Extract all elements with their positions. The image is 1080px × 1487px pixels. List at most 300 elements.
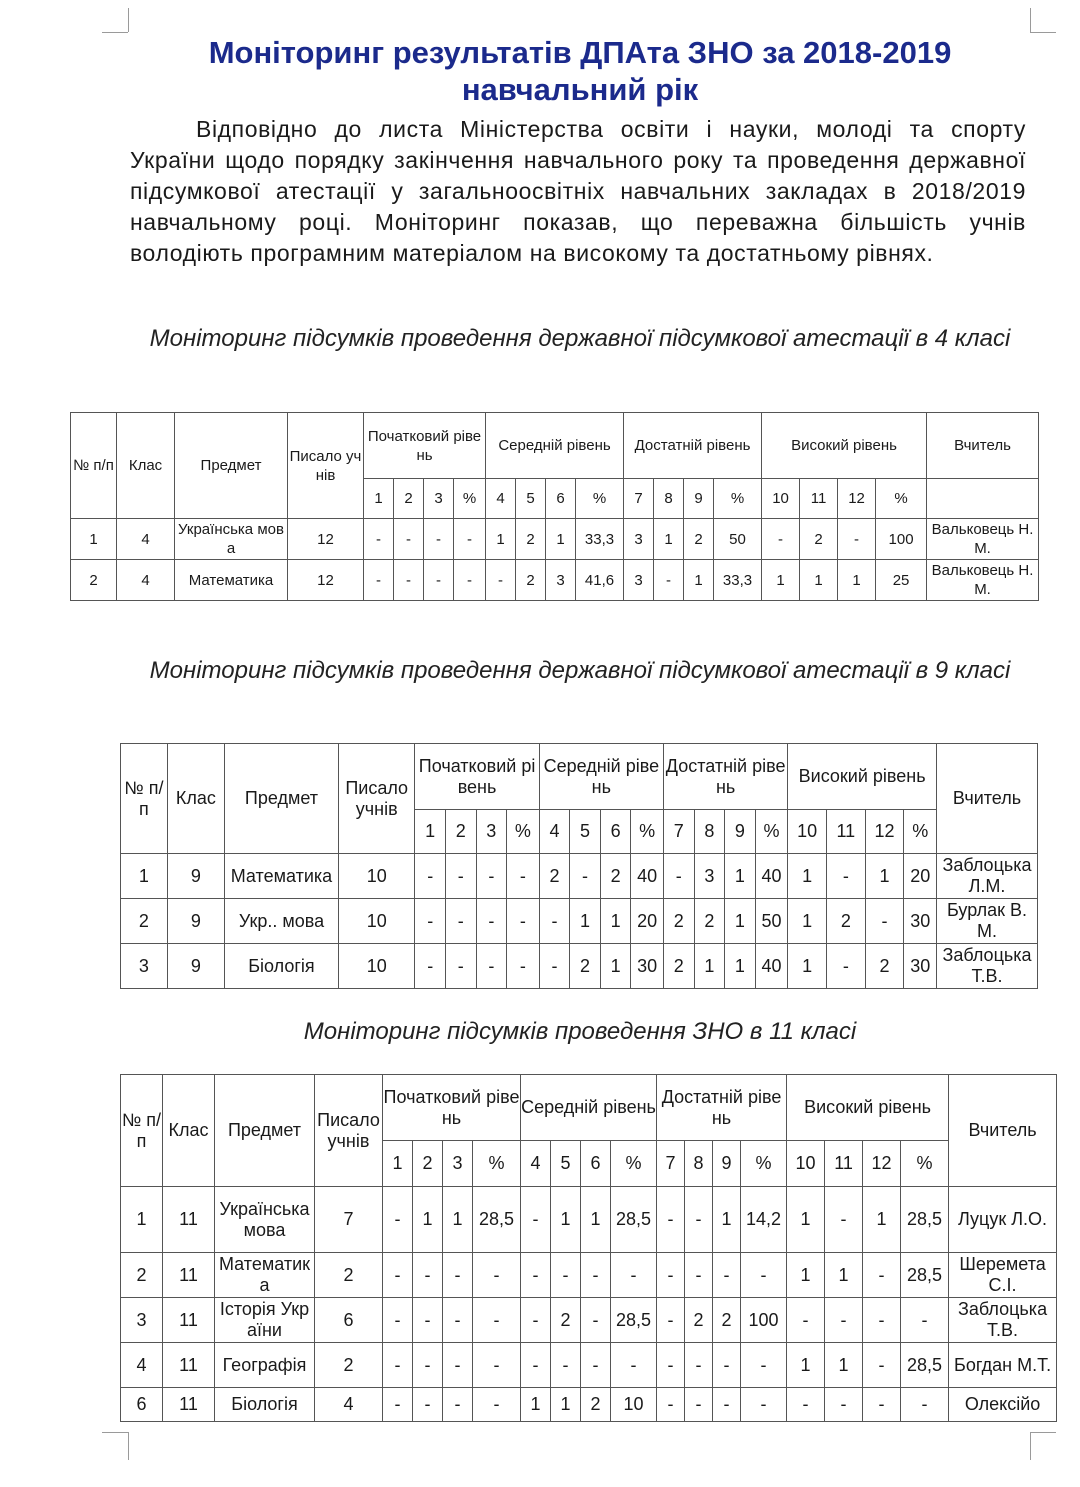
- cell-sufficient-9: 1: [725, 854, 756, 899]
- cell-high-pct: 28,5: [901, 1187, 949, 1253]
- col-11: 11: [825, 1141, 863, 1187]
- cell-sufficient-8: 1: [694, 944, 725, 989]
- table11-caption: Моніторинг підсумків проведення ЗНО в 11 класі: [303, 1018, 857, 1045]
- header-high: Високий рівень: [762, 413, 927, 479]
- cell-num: 3: [121, 1298, 163, 1343]
- col-1: 1: [364, 479, 394, 519]
- cell-subject: Математика: [224, 854, 338, 899]
- cell-sufficient-7: 2: [664, 899, 695, 944]
- header-high: Високий рівень: [787, 1075, 949, 1141]
- header-subject: Предмет: [215, 1075, 315, 1187]
- cell-subject: Укр.. мова: [224, 899, 338, 944]
- cell-middle-pct: 10: [611, 1388, 657, 1422]
- cell-high-12: 1: [863, 1187, 901, 1253]
- col-2: 2: [445, 810, 476, 854]
- cell-teacher: Заблоцька Т.В.: [949, 1298, 1057, 1343]
- cell-sufficient-7: 3: [624, 519, 654, 560]
- cell-high-12: 1: [838, 560, 876, 601]
- cell-teacher: Заблоцька Т.В.: [937, 944, 1038, 989]
- cell-initial-pct: -: [473, 1388, 521, 1422]
- cell-num: 1: [121, 854, 168, 899]
- cell-middle-6: -: [581, 1298, 611, 1343]
- crop-mark: [1030, 1432, 1056, 1433]
- cell-initial-3: -: [443, 1343, 473, 1388]
- cell-sufficient-7: -: [657, 1298, 685, 1343]
- cell-middle-pct: 40: [631, 854, 664, 899]
- cell-subject: Математика: [175, 560, 288, 601]
- cell-initial-1: -: [383, 1187, 413, 1253]
- cell-high-11: 2: [800, 519, 838, 560]
- col-11: 11: [826, 810, 865, 854]
- crop-mark: [102, 1432, 128, 1433]
- cell-high-10: 1: [762, 560, 800, 601]
- col-pct: %: [611, 1141, 657, 1187]
- cell-middle-pct: 28,5: [611, 1298, 657, 1343]
- cell-sufficient-7: -: [657, 1187, 685, 1253]
- cell-middle-6: -: [581, 1343, 611, 1388]
- cell-sufficient-7: -: [664, 854, 695, 899]
- table-grade9: [120, 743, 1038, 989]
- cell-sufficient-8: 2: [685, 1298, 713, 1343]
- cell-subject: Українська мова: [215, 1187, 315, 1253]
- cell-middle-4: -: [486, 560, 516, 601]
- col-pct: %: [904, 810, 937, 854]
- table-row: [121, 1253, 1057, 1298]
- table-row: [121, 1298, 1057, 1343]
- cell-high-11: -: [825, 1187, 863, 1253]
- cell-wrote: 12: [288, 519, 364, 560]
- cell-middle-4: -: [521, 1343, 551, 1388]
- cell-middle-pct: 33,3: [576, 519, 624, 560]
- header-sufficient: Достатній рівень: [657, 1075, 787, 1141]
- table-row: [71, 519, 1039, 560]
- cell-middle-6: 2: [600, 854, 631, 899]
- cell-wrote: 10: [339, 854, 415, 899]
- col-6: 6: [581, 1141, 611, 1187]
- cell-sufficient-7: 3: [624, 560, 654, 601]
- cell-middle-5: 2: [516, 519, 546, 560]
- cell-high-11: 2: [826, 899, 865, 944]
- cell-sufficient-pct: 100: [741, 1298, 787, 1343]
- table-row: [121, 1388, 1057, 1422]
- header-sufficient: Достатній рівень: [664, 744, 788, 810]
- cell-high-pct: 28,5: [901, 1343, 949, 1388]
- header-teacher: Вчитель: [937, 744, 1038, 854]
- cell-initial-2: -: [413, 1298, 443, 1343]
- cell-initial-3: -: [424, 519, 454, 560]
- cell-sufficient-9: -: [713, 1253, 741, 1298]
- col-pct: %: [507, 810, 540, 854]
- cell-initial-2: -: [413, 1343, 443, 1388]
- col-pct: %: [714, 479, 762, 519]
- col-7: 7: [624, 479, 654, 519]
- crop-mark: [102, 32, 128, 33]
- cell-initial-1: -: [415, 944, 446, 989]
- cell-sufficient-9: 1: [725, 899, 756, 944]
- col-12: 12: [865, 810, 904, 854]
- cell-high-pct: 20: [904, 854, 937, 899]
- crop-mark: [102, 8, 129, 32]
- cell-class: 9: [167, 944, 224, 989]
- cell-class: 11: [163, 1343, 215, 1388]
- cell-initial-3: -: [443, 1388, 473, 1422]
- cell-high-pct: 25: [876, 560, 927, 601]
- cell-initial-1: -: [364, 560, 394, 601]
- cell-sufficient-pct: -: [741, 1343, 787, 1388]
- cell-middle-4: 2: [539, 854, 570, 899]
- col-pct: %: [454, 479, 486, 519]
- cell-middle-4: -: [521, 1187, 551, 1253]
- cell-initial-pct: -: [473, 1253, 521, 1298]
- crop-mark: [1030, 1432, 1057, 1460]
- col-pct: %: [631, 810, 664, 854]
- cell-sufficient-8: -: [685, 1388, 713, 1422]
- col-10: 10: [788, 810, 827, 854]
- col-8: 8: [685, 1141, 713, 1187]
- cell-sufficient-9: 1: [684, 560, 714, 601]
- col-4: 4: [521, 1141, 551, 1187]
- col-pct: %: [901, 1141, 949, 1187]
- cell-initial-2: -: [394, 560, 424, 601]
- cell-middle-4: -: [521, 1253, 551, 1298]
- cell-num: 2: [121, 1253, 163, 1298]
- col-11: 11: [800, 479, 838, 519]
- cell-initial-1: -: [383, 1388, 413, 1422]
- cell-sufficient-8: -: [685, 1253, 713, 1298]
- cell-sufficient-7: 2: [664, 944, 695, 989]
- cell-sufficient-pct: -: [741, 1388, 787, 1422]
- table-row: [121, 1343, 1057, 1388]
- cell-high-11: 1: [825, 1253, 863, 1298]
- cell-sufficient-8: 2: [694, 899, 725, 944]
- col-empty: [927, 479, 1039, 519]
- header-num: № п/п: [121, 744, 168, 854]
- col-7: 7: [664, 810, 695, 854]
- cell-initial-1: -: [383, 1253, 413, 1298]
- cell-middle-5: 1: [570, 899, 601, 944]
- cell-sufficient-8: -: [654, 560, 684, 601]
- cell-wrote: 4: [315, 1388, 383, 1422]
- cell-teacher: Бурлак В.М.: [937, 899, 1038, 944]
- header-class: Клас: [163, 1075, 215, 1187]
- cell-sufficient-8: 1: [654, 519, 684, 560]
- crop-mark: [1030, 32, 1056, 33]
- cell-subject: Біологія: [224, 944, 338, 989]
- cell-initial-1: -: [383, 1343, 413, 1388]
- cell-teacher: Заблоцька Л.М.: [937, 854, 1038, 899]
- cell-middle-pct: 30: [631, 944, 664, 989]
- cell-middle-5: 2: [516, 560, 546, 601]
- cell-initial-3: 1: [443, 1187, 473, 1253]
- cell-middle-4: -: [521, 1298, 551, 1343]
- col-pct: %: [876, 479, 927, 519]
- cell-initial-pct: -: [507, 854, 540, 899]
- cell-middle-6: 1: [600, 899, 631, 944]
- intro-text: Відповідно до листа Міністерства освіти і науки, молоді та спорту України щодо порядку закінчення навчального року та проведення державної підсумкової атестації у загальноосвітніх навчальних закладах в 2018/2019 навчальному році. Моніторинг показав, що переважна більшість учнів володіють програмним матеріалом на високому та достатньому рівнях.: [130, 116, 1026, 266]
- cell-initial-pct: -: [473, 1343, 521, 1388]
- cell-subject: Біологія: [215, 1388, 315, 1422]
- cell-sufficient-9: 1: [713, 1187, 741, 1253]
- cell-high-11: -: [825, 1298, 863, 1343]
- cell-class: 11: [163, 1388, 215, 1422]
- header-middle: Середній рівень: [486, 413, 624, 479]
- cell-middle-pct: 20: [631, 899, 664, 944]
- cell-num: 6: [121, 1388, 163, 1422]
- cell-high-12: -: [863, 1388, 901, 1422]
- cell-subject: Географія: [215, 1343, 315, 1388]
- cell-high-11: 1: [825, 1343, 863, 1388]
- col-10: 10: [762, 479, 800, 519]
- col-7: 7: [657, 1141, 685, 1187]
- cell-initial-2: -: [413, 1253, 443, 1298]
- cell-middle-pct: -: [611, 1343, 657, 1388]
- col-9: 9: [684, 479, 714, 519]
- cell-high-12: -: [838, 519, 876, 560]
- col-3: 3: [443, 1141, 473, 1187]
- cell-initial-pct: -: [454, 519, 486, 560]
- cell-class: 9: [167, 899, 224, 944]
- cell-sufficient-7: -: [657, 1388, 685, 1422]
- cell-high-10: 1: [787, 1187, 825, 1253]
- cell-sufficient-9: 2: [713, 1298, 741, 1343]
- cell-high-pct: 28,5: [901, 1253, 949, 1298]
- cell-high-10: 1: [788, 944, 827, 989]
- col-12: 12: [863, 1141, 901, 1187]
- cell-middle-pct: -: [611, 1253, 657, 1298]
- cell-sufficient-8: 3: [694, 854, 725, 899]
- col-9: 9: [713, 1141, 741, 1187]
- cell-sufficient-pct: 14,2: [741, 1187, 787, 1253]
- cell-initial-3: -: [476, 854, 507, 899]
- cell-num: 2: [71, 560, 117, 601]
- cell-initial-1: -: [415, 854, 446, 899]
- cell-wrote: 10: [339, 944, 415, 989]
- cell-middle-pct: 41,6: [576, 560, 624, 601]
- cell-teacher: Олексійо: [949, 1388, 1057, 1422]
- cell-middle-pct: 28,5: [611, 1187, 657, 1253]
- cell-high-12: -: [863, 1253, 901, 1298]
- cell-middle-6: 1: [546, 519, 576, 560]
- col-5: 5: [570, 810, 601, 854]
- table-row: [71, 560, 1039, 601]
- table-row: [121, 854, 1038, 899]
- col-12: 12: [838, 479, 876, 519]
- cell-high-12: -: [863, 1343, 901, 1388]
- cell-middle-4: -: [539, 944, 570, 989]
- cell-middle-5: 1: [551, 1187, 581, 1253]
- cell-initial-2: -: [445, 899, 476, 944]
- cell-sufficient-pct: 40: [755, 944, 788, 989]
- header-high: Високий рівень: [788, 744, 937, 810]
- cell-num: 1: [121, 1187, 163, 1253]
- table4-caption: Моніторинг підсумків проведення державної підсумкової атестації в 4 класі: [149, 325, 1011, 352]
- cell-initial-3: -: [424, 560, 454, 601]
- cell-high-11: -: [826, 944, 865, 989]
- cell-initial-1: -: [364, 519, 394, 560]
- cell-teacher: Вальковець Н.М.: [927, 560, 1039, 601]
- cell-num: 1: [71, 519, 117, 560]
- header-subject: Предмет: [175, 413, 288, 519]
- header-wrote: Писало учнів: [315, 1075, 383, 1187]
- col-4: 4: [539, 810, 570, 854]
- cell-high-10: -: [762, 519, 800, 560]
- cell-teacher: Шеремета С.І.: [949, 1253, 1057, 1298]
- table-row: [121, 899, 1038, 944]
- col-2: 2: [394, 479, 424, 519]
- cell-high-12: 1: [865, 854, 904, 899]
- cell-sufficient-pct: -: [741, 1253, 787, 1298]
- cell-initial-pct: -: [454, 560, 486, 601]
- table9-caption: Моніторинг підсумків проведення державної підсумкової атестації в 9 класі: [149, 657, 1011, 684]
- cell-high-11: -: [825, 1388, 863, 1422]
- col-10: 10: [787, 1141, 825, 1187]
- cell-high-pct: -: [901, 1388, 949, 1422]
- col-3: 3: [476, 810, 507, 854]
- cell-high-10: -: [787, 1388, 825, 1422]
- col-8: 8: [654, 479, 684, 519]
- cell-middle-4: 1: [521, 1388, 551, 1422]
- crop-mark: [1030, 8, 1057, 32]
- cell-sufficient-pct: 50: [755, 899, 788, 944]
- col-6: 6: [600, 810, 631, 854]
- col-1: 1: [415, 810, 446, 854]
- header-sufficient: Достатній рівень: [624, 413, 762, 479]
- col-8: 8: [694, 810, 725, 854]
- cell-high-12: -: [865, 899, 904, 944]
- header-subject: Предмет: [224, 744, 338, 854]
- cell-sufficient-7: -: [657, 1253, 685, 1298]
- header-class: Клас: [167, 744, 224, 854]
- cell-high-pct: 30: [904, 944, 937, 989]
- page-title: Моніторинг результатів ДПАта ЗНО за 2018-2019 навчальний рік: [208, 35, 952, 107]
- col-1: 1: [383, 1141, 413, 1187]
- cell-middle-5: 2: [570, 944, 601, 989]
- cell-teacher: Луцук Л.О.: [949, 1187, 1057, 1253]
- header-wrote: Писало учнів: [288, 413, 364, 519]
- col-9: 9: [725, 810, 756, 854]
- cell-class: 11: [163, 1298, 215, 1343]
- cell-initial-2: -: [445, 944, 476, 989]
- cell-initial-1: -: [383, 1298, 413, 1343]
- table-grade4: [70, 412, 1039, 601]
- col-5: 5: [551, 1141, 581, 1187]
- cell-wrote: 10: [339, 899, 415, 944]
- cell-num: 2: [121, 899, 168, 944]
- cell-class: 11: [163, 1253, 215, 1298]
- cell-middle-6: -: [581, 1253, 611, 1298]
- cell-high-12: 2: [865, 944, 904, 989]
- cell-class: 11: [163, 1187, 215, 1253]
- header-num: № п/п: [71, 413, 117, 519]
- cell-initial-pct: -: [507, 899, 540, 944]
- cell-wrote: 6: [315, 1298, 383, 1343]
- table-row: [121, 944, 1038, 989]
- cell-middle-6: 3: [546, 560, 576, 601]
- cell-wrote: 2: [315, 1343, 383, 1388]
- intro-paragraph: [130, 114, 1026, 269]
- cell-initial-1: -: [415, 899, 446, 944]
- header-teacher: Вчитель: [949, 1075, 1057, 1187]
- cell-middle-6: 1: [581, 1187, 611, 1253]
- header-initial: Початковий рівень: [383, 1075, 521, 1141]
- header-num: № п/п: [121, 1075, 163, 1187]
- col-2: 2: [413, 1141, 443, 1187]
- col-4: 4: [486, 479, 516, 519]
- cell-sufficient-9: 2: [684, 519, 714, 560]
- cell-high-10: 1: [788, 899, 827, 944]
- header-middle: Середній рівень: [521, 1075, 657, 1141]
- table-row: [121, 1187, 1057, 1253]
- cell-middle-6: 2: [581, 1388, 611, 1422]
- cell-class: 4: [117, 560, 175, 601]
- cell-teacher: Богдан М.Т.: [949, 1343, 1057, 1388]
- cell-initial-3: -: [476, 944, 507, 989]
- cell-wrote: 12: [288, 560, 364, 601]
- cell-subject: Математика: [215, 1253, 315, 1298]
- cell-class: 4: [117, 519, 175, 560]
- cell-middle-5: 1: [551, 1388, 581, 1422]
- cell-sufficient-pct: 33,3: [714, 560, 762, 601]
- cell-high-pct: 30: [904, 899, 937, 944]
- cell-initial-pct: -: [473, 1298, 521, 1343]
- cell-high-12: -: [863, 1298, 901, 1343]
- cell-high-pct: 100: [876, 519, 927, 560]
- cell-sufficient-9: 1: [725, 944, 756, 989]
- cell-initial-3: -: [443, 1298, 473, 1343]
- cell-subject: Історія України: [215, 1298, 315, 1343]
- cell-num: 3: [121, 944, 168, 989]
- cell-initial-2: -: [445, 854, 476, 899]
- crop-mark: [102, 1432, 129, 1460]
- col-pct: %: [576, 479, 624, 519]
- header-initial: Початковий рівень: [364, 413, 486, 479]
- cell-initial-pct: 28,5: [473, 1187, 521, 1253]
- cell-initial-2: -: [413, 1388, 443, 1422]
- cell-middle-5: 2: [551, 1298, 581, 1343]
- header-initial: Початковий рівень: [415, 744, 539, 810]
- cell-sufficient-8: -: [685, 1187, 713, 1253]
- cell-high-11: -: [826, 854, 865, 899]
- table-grade11: [120, 1074, 1057, 1422]
- cell-sufficient-pct: 50: [714, 519, 762, 560]
- cell-middle-5: -: [551, 1253, 581, 1298]
- cell-middle-5: -: [551, 1343, 581, 1388]
- header-teacher: Вчитель: [927, 413, 1039, 479]
- col-pct: %: [473, 1141, 521, 1187]
- cell-sufficient-pct: 40: [755, 854, 788, 899]
- cell-sufficient-7: -: [657, 1343, 685, 1388]
- cell-class: 9: [167, 854, 224, 899]
- cell-high-10: -: [787, 1298, 825, 1343]
- cell-high-10: 1: [787, 1343, 825, 1388]
- cell-initial-3: -: [476, 899, 507, 944]
- cell-initial-pct: -: [507, 944, 540, 989]
- header-class: Клас: [117, 413, 175, 519]
- cell-middle-4: 1: [486, 519, 516, 560]
- cell-wrote: 2: [315, 1253, 383, 1298]
- cell-high-pct: -: [901, 1298, 949, 1343]
- cell-initial-3: -: [443, 1253, 473, 1298]
- col-5: 5: [516, 479, 546, 519]
- cell-high-10: 1: [787, 1253, 825, 1298]
- header-middle: Середній рівень: [539, 744, 663, 810]
- cell-high-11: 1: [800, 560, 838, 601]
- header-wrote: Писало учнів: [339, 744, 415, 854]
- col-3: 3: [424, 479, 454, 519]
- cell-high-10: 1: [788, 854, 827, 899]
- cell-initial-2: -: [394, 519, 424, 560]
- cell-middle-5: -: [570, 854, 601, 899]
